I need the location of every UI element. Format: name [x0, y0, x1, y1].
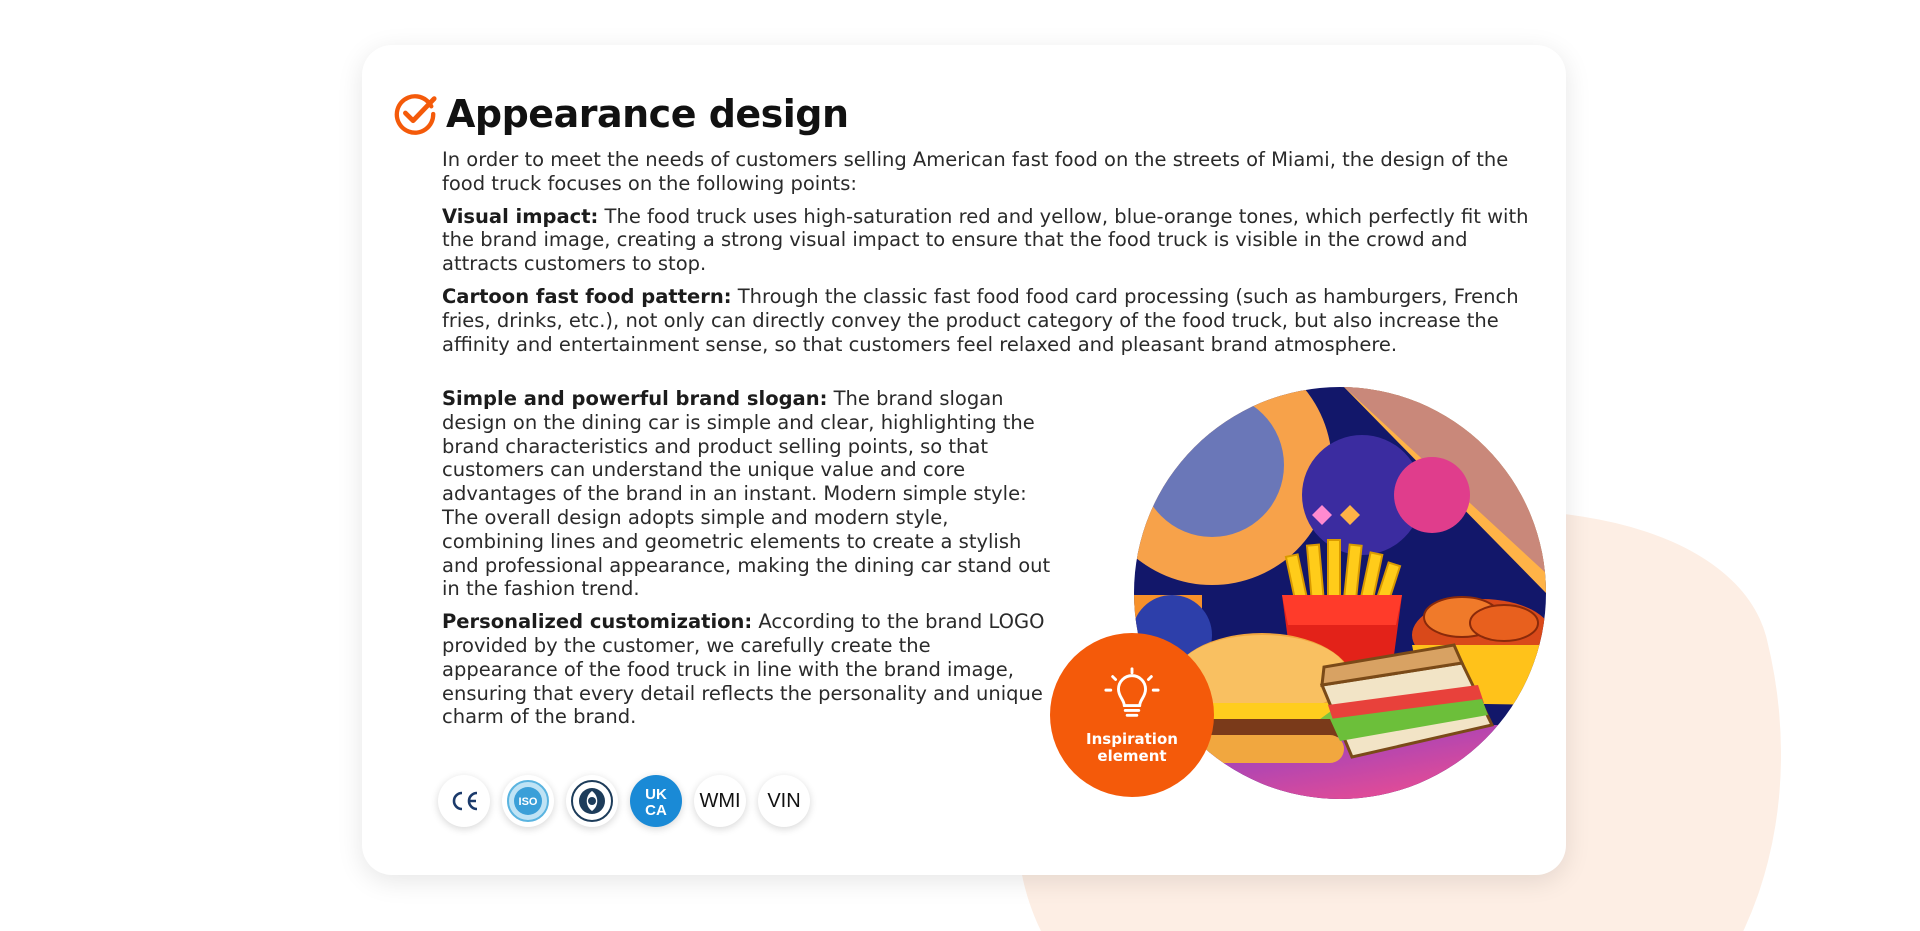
section-title: Appearance design: [446, 92, 849, 136]
point-visual-impact: [442, 205, 1542, 276]
point-heading: Simple and powerful brand slogan:: [442, 387, 828, 410]
point-cartoon-pattern: [442, 285, 1542, 356]
svg-text:UK: UK: [645, 786, 667, 803]
iso-seal-icon: [502, 775, 554, 827]
point-body: According to the brand LOGO provided by the customer, we carefully create the appearance of the food truck in line with the brand image, ensuring that every detail reflects the personality and unique charm of the brand.: [442, 610, 1045, 729]
svg-text:CA: CA: [645, 802, 667, 819]
dot-seal-icon: [566, 775, 618, 827]
iso-label: ISO: [518, 796, 538, 808]
point-heading: Personalized customization:: [442, 610, 753, 634]
vin-icon: VIN: [758, 775, 810, 827]
ukca-mark-icon: [630, 775, 682, 827]
intro-paragraph: In order to meet the needs of customers selling American fast food on the streets of Miami, the design of the food truck focuses on the following points:: [442, 148, 1509, 195]
intro-text-block: [442, 148, 1542, 365]
side-text-block: [442, 387, 1052, 738]
wmi-icon: WMI: [694, 775, 746, 827]
ce-mark-icon: [438, 775, 490, 827]
check-circle-icon: [392, 91, 438, 137]
point-heading: Cartoon fast food pattern:: [442, 284, 732, 308]
badge-label: Inspiration element: [1086, 730, 1178, 765]
certification-row: [438, 775, 810, 827]
section-header: [392, 91, 849, 137]
point-body: Through the classic fast food food card processing (such as hamburgers, French fries, drinks, etc.), not only can directly convey the product category of the food truck, but also increase the affinity and entertainment sense, so that customers feel relaxed and pleasant brand atmosphere.: [442, 284, 1519, 356]
point-body: The food truck uses high-saturation red and yellow, blue-orange tones, which perfectly fit with the brand image, creating a strong visual impact to ensure that the food truck is visible in the crowd and attracts customers to stop.: [442, 204, 1529, 276]
point-heading: Visual impact:: [442, 204, 599, 228]
point-personalized: [442, 610, 1052, 729]
point-body: The brand slogan design on the dining car is simple and clear, highlighting the brand characteristics and product selling points, so that customers can understand the unique value and core advantages of the brand in an instant. Modern simple style: The overall design adopts simple and modern style, combining lines and geometric elements to create a stylish and professional appearance, making the dining car stand out in the fashion trend.: [442, 387, 1051, 601]
point-brand-slogan: [442, 387, 1052, 601]
inspiration-badge: [1050, 633, 1214, 797]
lightbulb-icon: [1103, 665, 1161, 723]
content-card: [362, 45, 1566, 875]
